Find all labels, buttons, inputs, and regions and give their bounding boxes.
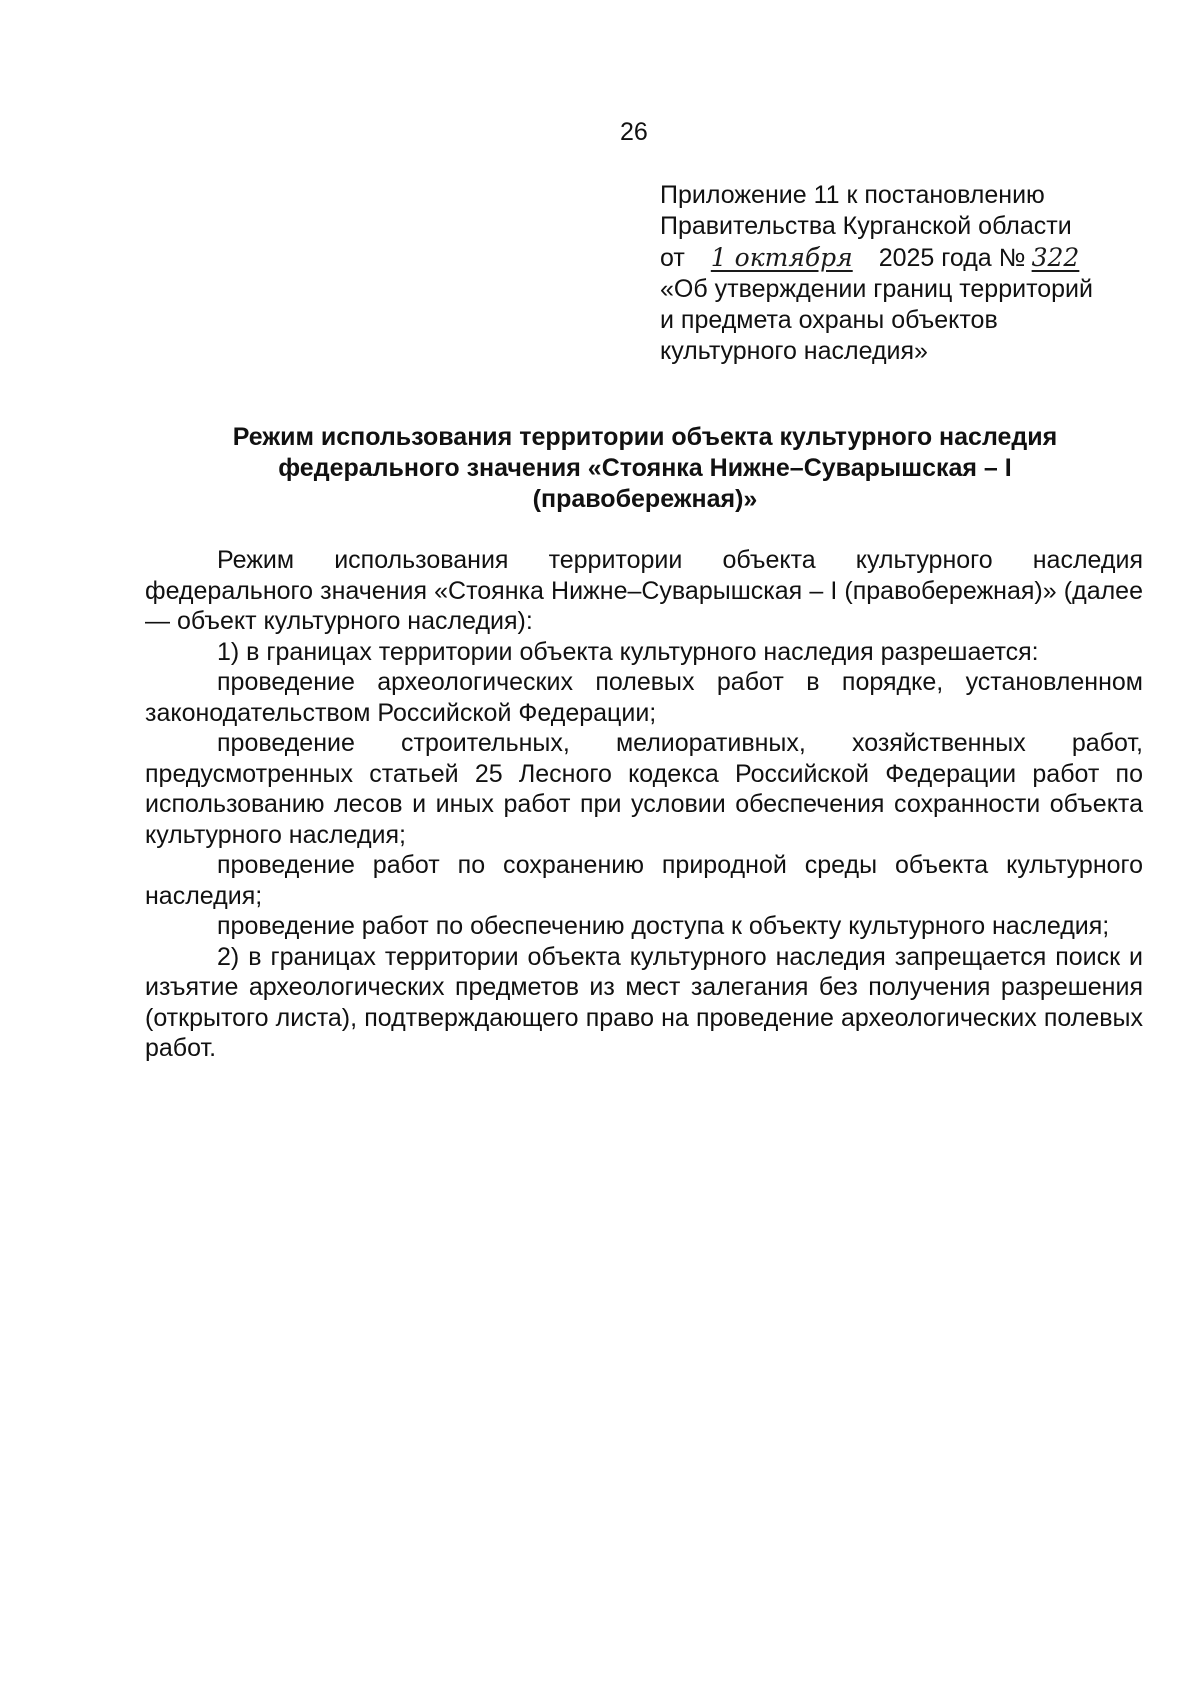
paragraph: 1) в границах территории объекта культурного наследия разрешается: xyxy=(217,637,1039,666)
title-line-2: федерального значения «Стоянка Нижне–Суварышская – I xyxy=(278,454,1012,482)
handwritten-number: 322 xyxy=(1031,243,1080,272)
appendix-line-2: Правительства Курганской области xyxy=(660,212,1072,240)
title-line-1: Режим использования территории объекта культурного наследия xyxy=(232,423,1058,451)
paragraph: 2) в границах территории объекта культурного наследия запрещается поиск и изъятие археологических предметов из мест залегания без получения разрешения (открытого листа), подтверждающего право на проведение археологических полевых работ. xyxy=(145,942,1143,1062)
appendix-line-5: и предмета охраны объектов xyxy=(660,306,998,334)
year-text: 2025 года xyxy=(878,244,992,272)
paragraph: Режим использования территории объекта культурного наследия федерального значения «Стоянка Нижне–Суварышская – I (правобережная)» (далее — объект культурного наследия): xyxy=(145,546,1143,635)
title-line-3: (правобережная)» xyxy=(532,485,758,513)
date-prefix: от xyxy=(660,244,685,272)
paragraph: проведение работ по обеспечению доступа к объекту культурного наследия; xyxy=(217,912,1110,940)
appendix-line-4: «Об утверждении границ территорий xyxy=(660,275,1093,303)
appendix-line-6: культурного наследия» xyxy=(660,337,928,365)
page-number: 26 xyxy=(620,118,648,146)
number-sign: № xyxy=(998,244,1026,272)
document-body xyxy=(145,545,1143,1064)
handwritten-date: 1 октября xyxy=(710,243,853,272)
paragraph: проведение археологических полевых работ в порядке, установленном законодательством Российской Федерации; xyxy=(145,668,1143,727)
appendix-header xyxy=(660,180,1130,367)
document-title xyxy=(145,422,1145,515)
appendix-line-1: Приложение 11 к постановлению xyxy=(660,181,1045,209)
paragraph: проведение строительных, мелиоративных, хозяйственных работ, предусмотренных статьей 25 Лесного кодекса Российской Федерации работ по использованию лесов и иных работ при условии обеспечения сохранности объекта культурного наследия; xyxy=(145,729,1143,849)
appendix-date-line xyxy=(660,242,1130,274)
paragraph: проведение работ по сохранению природной среды объекта культурного наследия; xyxy=(145,851,1143,910)
